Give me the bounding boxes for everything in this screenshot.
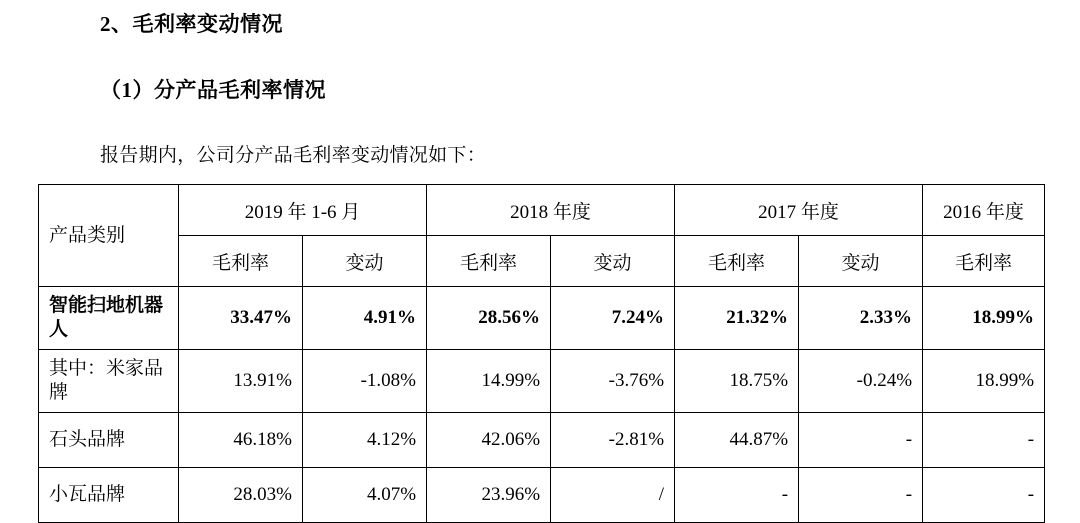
header-metric-5: 变动 <box>799 236 923 287</box>
cell-value: 28.03% <box>179 468 303 523</box>
row-label-mijia-brand: 其中：米家品牌 <box>39 350 179 413</box>
intro-paragraph: 报告期内，公司分产品毛利率变动情况如下： <box>100 145 487 166</box>
cell-value: - <box>675 468 799 523</box>
cell-value: 4.12% <box>303 413 427 468</box>
cell-value: -2.81% <box>551 413 675 468</box>
row-label-robot-vacuum: 智能扫地机器人 <box>39 287 179 350</box>
cell-value: 23.96% <box>427 468 551 523</box>
table-row <box>39 413 1045 468</box>
header-metric-2: 毛利率 <box>427 236 551 287</box>
header-year-2017: 2017 年度 <box>675 185 923 236</box>
header-metric-6: 毛利率 <box>923 236 1045 287</box>
header-metric-0: 毛利率 <box>179 236 303 287</box>
cell-value: - <box>923 413 1045 468</box>
table-row <box>39 468 1045 523</box>
header-metric-1: 变动 <box>303 236 427 287</box>
cell-value: / <box>551 468 675 523</box>
cell-value: -0.24% <box>799 350 923 413</box>
cell-value: - <box>799 468 923 523</box>
cell-value: 4.91% <box>303 287 427 350</box>
gross-margin-table <box>38 184 1045 523</box>
table-row <box>39 287 1045 350</box>
table-header-row-years <box>39 185 1045 236</box>
cell-value: -3.76% <box>551 350 675 413</box>
header-metric-4: 毛利率 <box>675 236 799 287</box>
cell-value: 14.99% <box>427 350 551 413</box>
cell-value: - <box>799 413 923 468</box>
cell-value: - <box>923 468 1045 523</box>
table-header-row-metrics <box>39 236 1045 287</box>
header-product-category: 产品类别 <box>39 185 179 287</box>
header-year-2019h1: 2019 年 1-6 月 <box>179 185 427 236</box>
table-row <box>39 350 1045 413</box>
cell-value: -1.08% <box>303 350 427 413</box>
cell-value: 33.47% <box>179 287 303 350</box>
cell-value: 2.33% <box>799 287 923 350</box>
cell-value: 18.99% <box>923 350 1045 413</box>
cell-value: 28.56% <box>427 287 551 350</box>
cell-value: 42.06% <box>427 413 551 468</box>
cell-value: 18.75% <box>675 350 799 413</box>
cell-value: 7.24% <box>551 287 675 350</box>
header-year-2018: 2018 年度 <box>427 185 675 236</box>
row-label-roborock-brand: 石头品牌 <box>39 413 179 468</box>
row-label-xiaowa-brand: 小瓦品牌 <box>39 468 179 523</box>
cell-value: 4.07% <box>303 468 427 523</box>
cell-value: 13.91% <box>179 350 303 413</box>
cell-value: 44.87% <box>675 413 799 468</box>
section-heading-gross-margin-change: 2、毛利率变动情况 <box>100 12 283 36</box>
cell-value: 21.32% <box>675 287 799 350</box>
header-metric-3: 变动 <box>551 236 675 287</box>
cell-value: 18.99% <box>923 287 1045 350</box>
header-year-2016: 2016 年度 <box>923 185 1045 236</box>
cell-value: 46.18% <box>179 413 303 468</box>
subsection-heading-by-product: （1）分产品毛利率情况 <box>100 78 326 102</box>
